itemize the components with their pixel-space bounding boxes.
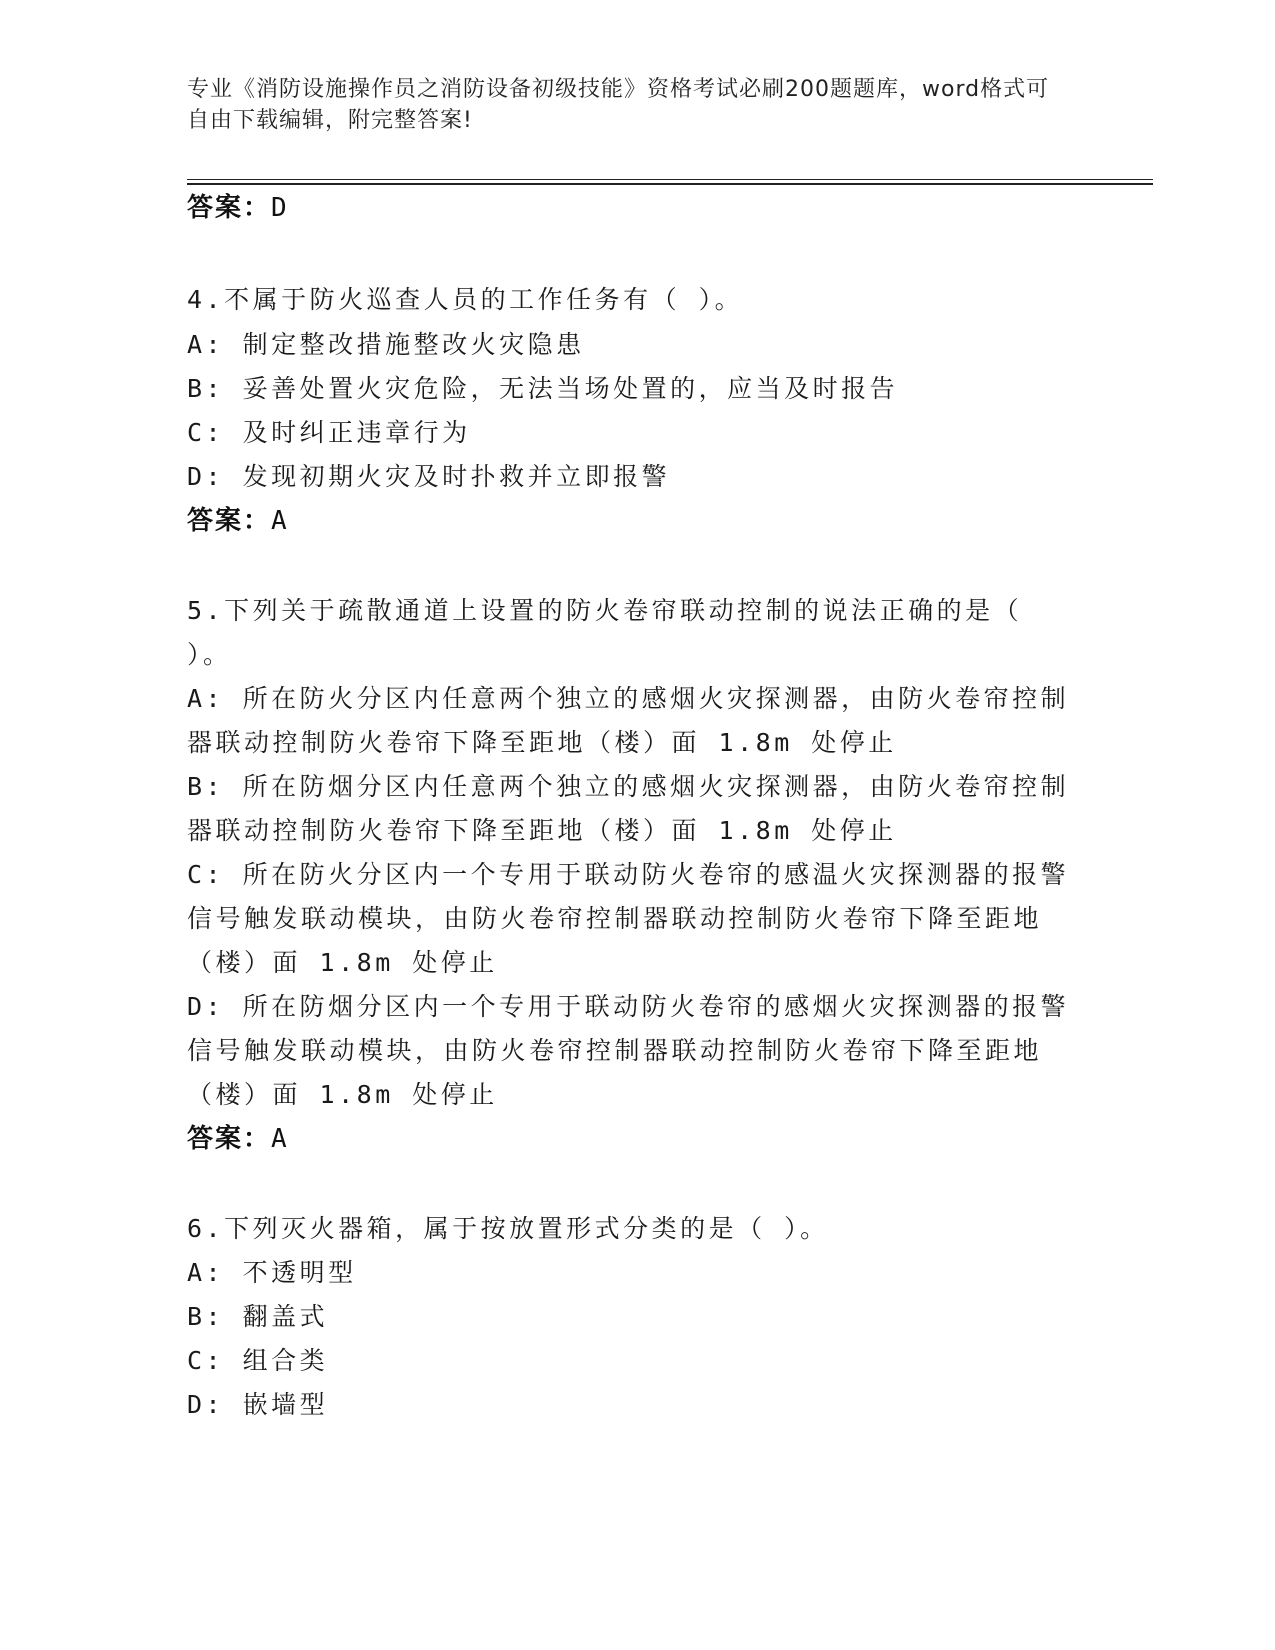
question-5-option-b-line-2: 器联动控制防火卷帘下降至距地（楼）面 1.8m 处停止 [187, 816, 897, 845]
question-5-option-a-line-1: A: 所在防火分区内任意两个独立的感烟火灾探测器，由防火卷帘控制 [187, 684, 1070, 713]
answer-label: 答案： [187, 1124, 272, 1154]
question-5-option-c-line-3: （楼）面 1.8m 处停止 [187, 948, 498, 977]
answer-value: D [271, 193, 287, 223]
question-4-answer [187, 506, 287, 536]
question-4-option-d: D: 发现初期火灾及时扑救并立即报警 [187, 462, 671, 491]
answer-label: 答案： [187, 193, 272, 223]
question-5-option-a-line-2: 器联动控制防火卷帘下降至距地（楼）面 1.8m 处停止 [187, 728, 897, 757]
answer-label: 答案： [187, 506, 272, 536]
question-4-option-a: A: 制定整改措施整改火灾隐患 [187, 330, 585, 359]
question-5-option-b-line-1: B: 所在防烟分区内任意两个独立的感烟火灾探测器，由防火卷帘控制 [187, 772, 1070, 801]
document-header: 专业《消防设施操作员之消防设备初级技能》资格考试必刷200题题库，word格式可自由下载编辑，附完整答案! [187, 77, 1050, 133]
answer-previous [187, 193, 287, 223]
question-5-stem-line-1: 5.下列关于疏散通道上设置的防火卷帘联动控制的说法正确的是（ [187, 596, 1023, 625]
question-5-answer [187, 1124, 287, 1154]
question-4-option-b: B: 妥善处置火灾危险，无法当场处置的，应当及时报告 [187, 374, 899, 403]
question-5-option-d-line-2: 信号触发联动模块，由防火卷帘控制器联动控制防火卷帘下降至距地 [187, 1036, 1043, 1065]
question-6-option-b: B: 翻盖式 [187, 1302, 329, 1331]
header-rule-thin [187, 179, 1153, 180]
question-6-option-d: D: 嵌墙型 [187, 1390, 329, 1419]
answer-value: A [271, 1124, 287, 1154]
question-6-option-c: C: 组合类 [187, 1346, 329, 1375]
question-5-option-c-line-1: C: 所在防火分区内一个专用于联动防火卷帘的感温火灾探测器的报警 [187, 860, 1070, 889]
question-4-option-c: C: 及时纠正违章行为 [187, 418, 471, 447]
answer-value: A [271, 506, 287, 536]
question-5-option-c-line-2: 信号触发联动模块，由防火卷帘控制器联动控制防火卷帘下降至距地 [187, 904, 1043, 933]
question-5-option-d-line-3: （楼）面 1.8m 处停止 [187, 1080, 498, 1109]
question-5-stem-line-2: ）。 [187, 640, 232, 669]
header-rule-thick [187, 183, 1153, 185]
question-6-stem: 6.下列灭火器箱，属于按放置形式分类的是（ ）。 [187, 1214, 829, 1243]
question-5-option-d-line-1: D: 所在防烟分区内一个专用于联动防火卷帘的感烟火灾探测器的报警 [187, 992, 1070, 1021]
question-6-option-a: A: 不透明型 [187, 1258, 357, 1287]
question-4-stem: 4.不属于防火巡查人员的工作任务有（ ）。 [187, 285, 744, 314]
